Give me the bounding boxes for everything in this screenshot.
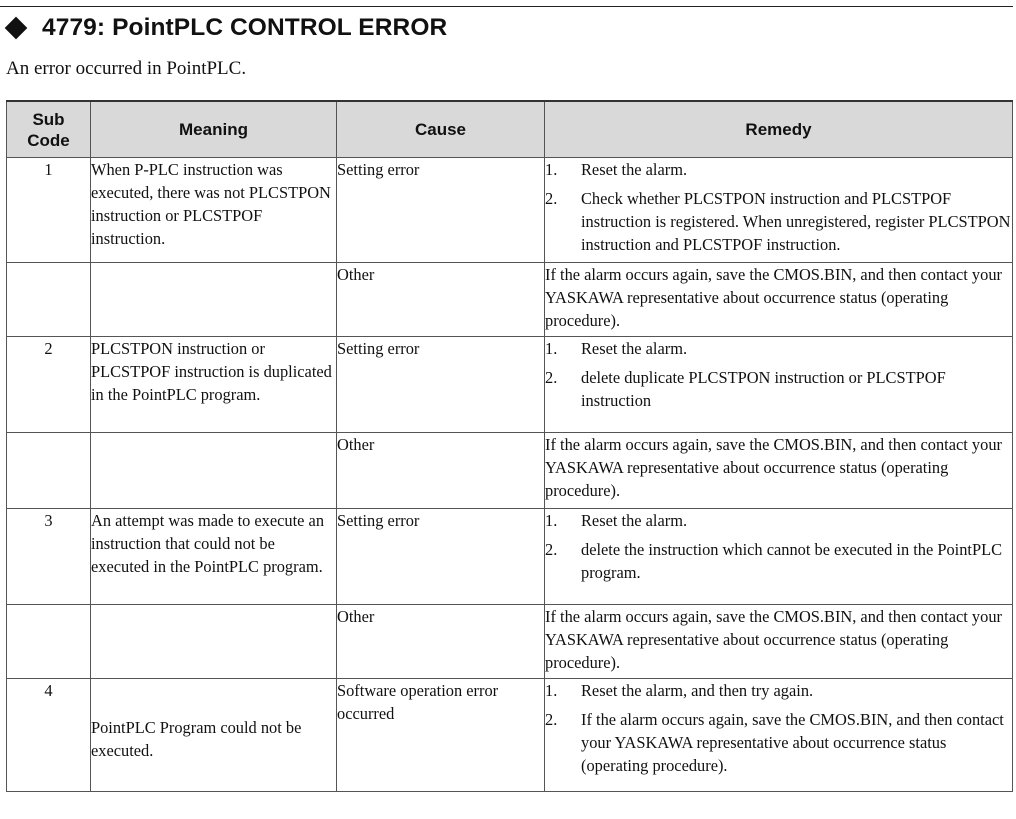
remedy-steps [545,158,1012,256]
table-row [7,433,1013,509]
meaning-cell [91,263,337,337]
meaning-cell: An attempt was made to execute an instruction that could not be executed in the PointPLC program. [91,509,337,605]
step-text: delete duplicate PLCSTPON instruction or PLCSTPOF instruction [581,368,946,410]
step-number: 1. [545,160,558,179]
remedy-step [545,366,1012,412]
step-number: 1. [545,511,558,530]
sub-code-cell: 3 [7,509,91,605]
remedy-cell [545,679,1013,792]
step-number: 2. [545,189,558,208]
meaning-cell [91,605,337,679]
top-divider [0,6,1013,7]
meaning-cell: PLCSTPON instruction or PLCSTPOF instruction is duplicated in the PointPLC program. [91,337,337,433]
cause-cell: Other [337,263,545,337]
remedy-steps [545,679,1012,777]
table-row [7,158,1013,263]
step-number: 2. [545,540,558,559]
sub-code-cell [7,605,91,679]
remedy-cell [545,337,1013,433]
step-number: 2. [545,710,558,729]
step-number: 2. [545,368,558,387]
meaning-cell: When P-PLC instruction was executed, there was not PLCSTPON instruction or PLCSTPOF instruction. [91,158,337,263]
table-row [7,263,1013,337]
step-text: If the alarm occurs again, save the CMOS.BIN, and then contact your YASKAWA representative about occurrence status (operating procedure). [581,710,1004,775]
step-text: Reset the alarm. [581,511,688,530]
meaning-cell [91,433,337,509]
step-text: Reset the alarm, and then try again. [581,681,814,700]
remedy-cell: If the alarm occurs again, save the CMOS.BIN, and then contact your YASKAWA representative about occurrence status (operating procedure). [545,605,1013,679]
cause-cell: Setting error [337,509,545,605]
cause-cell: Software operation error occurred [337,679,545,792]
sub-code-cell: 1 [7,158,91,263]
page-title: 4779: PointPLC CONTROL ERROR [42,14,448,41]
sub-code-cell: 4 [7,679,91,792]
intro-text: An error occurred in PointPLC. [6,58,247,79]
section-heading [4,11,447,45]
step-text: delete the instruction which cannot be executed in the PointPLC program. [581,540,1003,582]
header-sub-code: Sub Code [7,101,91,158]
remedy-step [545,538,1012,584]
remedy-cell [545,158,1013,263]
meaning-cell: PointPLC Program could not be executed. [91,679,337,792]
remedy-step [545,158,1012,181]
table-row [7,679,1013,792]
step-text: Check whether PLCSTPON instruction and PLCSTPOF instruction is registered. When unregistered, register PLCSTPON instruction and PLCSTPOF instruction. [581,189,1011,254]
step-number: 1. [545,681,558,700]
table-row [7,509,1013,605]
error-table [6,100,1013,792]
header-cause: Cause [337,101,545,158]
table-row [7,337,1013,433]
remedy-step [545,708,1012,777]
remedy-steps [545,509,1012,584]
sub-code-cell [7,263,91,337]
cause-cell: Setting error [337,337,545,433]
remedy-step [545,187,1012,256]
step-text: Reset the alarm. [581,339,688,358]
cause-cell: Other [337,433,545,509]
step-text: Reset the alarm. [581,160,688,179]
remedy-cell: If the alarm occurs again, save the CMOS.BIN, and then contact your YASKAWA representative about occurrence status (operating procedure). [545,433,1013,509]
diamond-bullet-icon [5,17,28,40]
sub-code-cell [7,433,91,509]
remedy-steps [545,337,1012,412]
remedy-cell [545,509,1013,605]
cause-cell: Other [337,605,545,679]
remedy-step [545,509,1012,532]
table-row [7,605,1013,679]
header-remedy: Remedy [545,101,1013,158]
table-header-row [7,101,1013,158]
cause-cell: Setting error [337,158,545,263]
step-number: 1. [545,339,558,358]
remedy-cell: If the alarm occurs again, save the CMOS.BIN, and then contact your YASKAWA representative about occurrence status (operating procedure). [545,263,1013,337]
header-meaning: Meaning [91,101,337,158]
remedy-step [545,337,1012,360]
sub-code-cell: 2 [7,337,91,433]
remedy-step [545,679,1012,702]
